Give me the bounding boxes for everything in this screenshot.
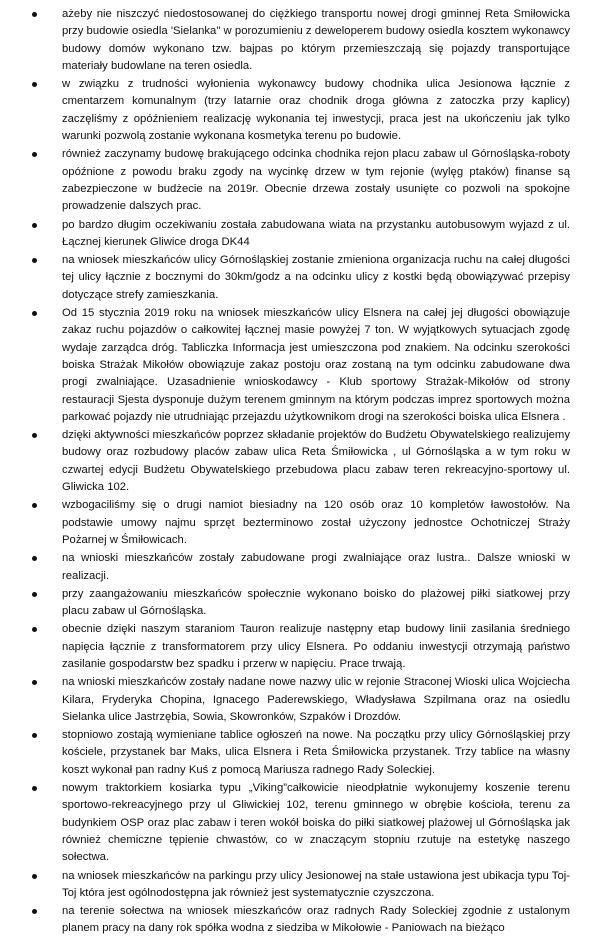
list-item-text: na wniosek mieszkańców ulicy Górnośląskiej zostanie zmieniona organizacja ruchu na całej długości tej ulicy łącznie z bocznymi do 30km/godz a na odcinku ulicy z kostki będą obowiązywać przepisy dotyczące strefy zamieszkania. — [62, 254, 570, 301]
list-item-text: Od 15 stycznia 2019 roku na wniosek mieszkańców ulicy Elsnera na całej jej długości obowiązuje zakaz ruchu pojazdów o całkowitej łącznej masie powyżej 7 ton. W wyjątkowych sytuacjach zgodę wydaje zarządca dróg. Tabliczka Informacja jest umieszczona pod znakiem. Na odcinku szerokości boiska Strażak Mikołów obowiązuje zakaz postoju oraz zostaną na tym odcinku zabudowane dwa progi zwalniające. Uzasadnienie wnioskodawcy - Klub sportowy Strażak-Mikołów od strony restauracji Sjesta dysponuje dużym terenem gminnym na którym podczas imprez sportowych można parkować pojazdy nie utrudniając przejazdu użytkownikom drogi na szerokości boiska ulica Elsnera . — [62, 307, 570, 423]
bullet-icon — [32, 152, 37, 157]
bullet-icon — [32, 433, 37, 438]
list-item-text: na wniosek mieszkańców na parkingu przy ulicy Jesionowej na stałe ustawiona jest ubikacja typu Toj-Toj która jest ogólnodostępna jak również jest systematycznie czyszczona. — [62, 869, 570, 899]
list-item-text: dzięki aktywności mieszkańców poprzez składanie projektów do Budżetu Obywatelskiego realizujemy budowy oraz rozbudowy placów zabaw ulica Reta Śmiłowicka , ul Górnośląska a w tym roku w czwartej edycji Budżetu Obywatelskiego przebudowa placu zabaw teren rekreacyjno-sportowy ul. Gliwicka 102. — [62, 429, 570, 494]
list-item — [0, 252, 570, 305]
list-item — [0, 427, 570, 497]
list-item-text: na wnioski mieszkańców zostały nadane nowe nazwy ulic w rejonie Straconej Wioski ulica Wojciecha Kilara, Fryderyka Chopina, Ignacego Paderewskiego, Władysława Szpilmana oraz na osiedlu Sielanka ulice Jastrzębia, Sowia, Skowronków, Szpaków i Drozdów. — [62, 676, 570, 723]
list-item — [0, 497, 570, 550]
bullet-icon — [32, 223, 37, 228]
bullet-icon — [32, 556, 37, 561]
list-item — [0, 780, 570, 867]
list-item — [0, 305, 570, 427]
list-item-text: na terenie sołectwa na wniosek mieszkańców oraz radnych Rady Soleckiej zgodnie z ustalonym planem pracy na dany rok spółka wodna z siedziba w Mikołowie - Paniowach na bieżąco — [62, 905, 570, 935]
bullet-icon — [32, 311, 37, 316]
list-item — [0, 621, 570, 674]
list-item-text: również zaczynamy budowę brakującego odcinka chodnika rejon placu zabaw ul Górnośląska-roboty opóźnione z powodu braku zgody na wycinkę drzew w tym rejonie (wylęg ptaków) finanse są zabezpieczone w budżecie na 2019r. Obecnie drzewa zostały usunięte co pozwoli na spokojne prowadzenie dalszych prac. — [62, 148, 570, 213]
list-item-text: obecnie dzięki naszym staraniom Tauron realizuje następny etap budowy linii zasilania średniego napięcia łącznie z transformatorem przy ulicy Elsnera. Po oddaniu inwestycji otrzymają państwo zasilanie gospodarstw bez spadku i przerw w napięciu. Prace trwają. — [62, 623, 570, 670]
list-item-text: w związku z trudności wyłonienia wykonawcy budowy chodnika ulica Jesionowa łącznie z cmentarzem komunalnym (trzy latarnie oraz chodnik droga główna z zatoczka przy kaplicy) zaczęliśmy z opóźnieniem realizację wykonania tej inwestycji, praca jest na ukończeniu jak tylko warunki pozwolą zostanie wykonana kosmetyka terenu po budowie. — [62, 78, 570, 143]
list-item-text: przy zaangażowaniu mieszkańców społecznie wykonano boisko do plażowej piłki siatkowej przy placu zabaw ul Górnośląska. — [62, 587, 570, 618]
list-item-text: na wnioski mieszkańców zostały zabudowane progi zwalniające oraz lustra.. Dalsze wnioski w realizacji. — [62, 552, 570, 582]
list-item-text: wzbogaciliśmy się o drugi namiot biesiadny na 120 osób oraz 10 kompletów ławostołów. Na podstawie umowy najmu sprzęt bezterminowo został użyczony jednostce Ochotniczej Straży Pożarnej w Śmiłowicach. — [62, 499, 570, 546]
bullet-icon — [32, 786, 37, 791]
bullet-icon — [32, 82, 37, 87]
list-item — [0, 6, 570, 76]
list-item — [0, 550, 570, 586]
bullet-icon — [32, 733, 37, 738]
bullet-icon — [32, 874, 37, 879]
list-item — [0, 217, 570, 253]
list-item — [0, 727, 570, 780]
list-item-text: nowym traktorkiem kosiarka typu „Viking”całkowicie nieodpłatnie wykonujemy koszenie terenu sportowo-rekreacyjnego przy ul Gliwickiej 102, terenu gminnego w obrębie kościoła, terenu za budynkiem OSP oraz plac zabaw i teren wokół boiska do piłki siatkowej plażowej ul Górnośląska jak również chemiczne tępienie chwastów, co w znaczącym stopniu rzutuje na estetykę naszego sołectwa. — [62, 782, 570, 864]
bullet-icon — [32, 503, 37, 508]
list-item-text: stopniowo zostają wymieniane tablice ogłoszeń na nowe. Na początku przy ulicy Górnośląskiej przy kościele, przystanek bar Maks, ulica Elsnera i Reta Śmiłowicka przystanek. Trzy tablice na własny koszt wykonał pan radny Kuś z pomocą Mariusza radnego Rady Soleckiej. — [62, 729, 570, 776]
list-item — [0, 146, 570, 216]
bullet-icon — [32, 909, 37, 914]
list-item — [0, 868, 570, 904]
list-item — [0, 674, 570, 727]
list-item — [0, 76, 570, 146]
bullet-icon — [32, 12, 37, 17]
bullet-icon — [32, 592, 37, 597]
list-item-text: po bardzo długim oczekiwaniu została zabudowana wiata na przystanku autobusowym wyjazd z ul. Łącznej kierunek Gliwice droga DK44 — [62, 218, 570, 248]
list-item — [0, 903, 570, 939]
list-item — [0, 586, 570, 622]
bullet-icon — [32, 627, 37, 632]
bullet-icon — [32, 680, 37, 685]
list-item-text: ażeby nie niszczyć niedostosowanej do ciężkiego transportu nowej drogi gminnej Reta Smiłowicka przy budowie osiedla 'Sielanka" w porozumieniu z deweloperem budowy osiedla kosztem wykonawcy budowy domów wykonano tzw. bajpas po którym przemieszczają się pojazdy transportujące materiały budowlane na teren osiedla. — [62, 8, 570, 72]
bullet-icon — [32, 258, 37, 263]
